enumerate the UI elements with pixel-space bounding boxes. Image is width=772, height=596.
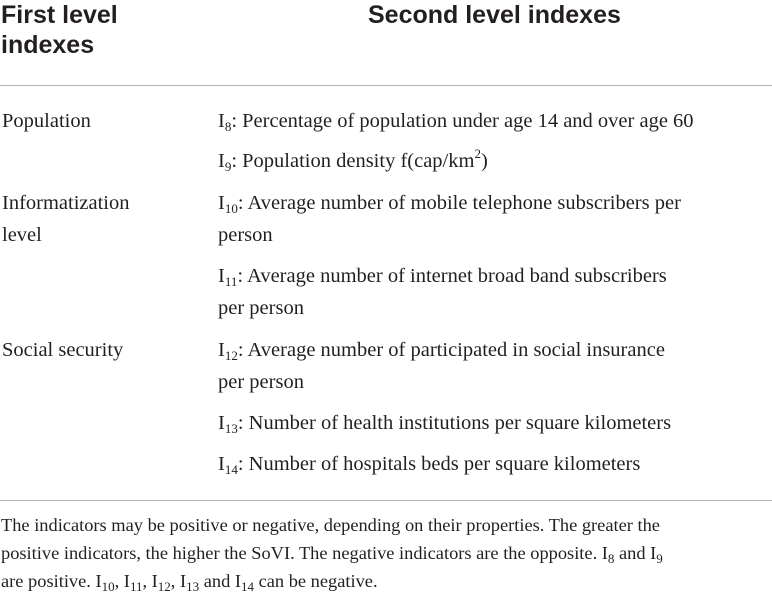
index-i11-cont: per person: [218, 297, 304, 319]
index-letter: I: [218, 412, 225, 434]
index-subscript: 12: [224, 348, 238, 363]
index-i9: [218, 145, 488, 177]
index-i10-cont: person: [218, 224, 273, 246]
footnote-text: and I: [199, 571, 241, 591]
column-header-second-level: Second level indexes: [368, 1, 621, 29]
footnote-line3: [1, 567, 772, 595]
index-i8: [218, 105, 694, 137]
index-i12: [218, 334, 665, 366]
footnote-text: positive indicators, the higher the SoVI. The negative indicators are the opposite. I: [1, 543, 608, 563]
footnote-subscript: 8: [607, 551, 615, 566]
first-level-social-security: Social security: [2, 339, 124, 361]
footnote-line2: [1, 539, 772, 567]
index-i13: [218, 407, 671, 439]
footnote-line1: The indicators may be positive or negative, depending on their properties. The greater the: [1, 515, 660, 535]
index-letter: I: [218, 453, 225, 475]
index-i10: [218, 187, 681, 219]
footnote-text: and I: [614, 543, 657, 563]
index-i12-cont: per person: [218, 371, 304, 393]
footnote-subscript: 10: [101, 579, 115, 594]
index-subscript: 10: [224, 201, 238, 216]
index-letter: I: [218, 339, 225, 361]
footnote-subscript: 14: [241, 579, 254, 594]
index-subscript: 11: [224, 274, 238, 289]
first-level-informatization-line1: Informatization: [2, 192, 130, 214]
footnote-subscript: 9: [656, 551, 663, 566]
index-text: : Population density f(cap/km: [231, 150, 475, 172]
first-level-population: Population: [2, 110, 91, 132]
index-text: : Average number of mobile telephone subscribers per: [237, 192, 681, 214]
footnote-text: , I: [142, 571, 158, 591]
header-divider: [0, 85, 772, 86]
index-letter: I: [218, 192, 225, 214]
footnote-text: can be negative.: [254, 571, 378, 591]
footer-divider: [0, 500, 772, 501]
index-text: : Average number of participated in social insurance: [237, 339, 665, 361]
index-letter: I: [218, 265, 225, 287]
index-text: : Average number of internet broad band subscribers: [237, 265, 667, 287]
footnote-subscript: 13: [186, 579, 200, 594]
index-subscript: 9: [224, 159, 232, 174]
index-text-end: ): [480, 150, 488, 172]
index-text: : Number of health institutions per square kilometers: [237, 412, 672, 434]
footnote-text: , I: [114, 571, 130, 591]
footnote-subscript: 12: [157, 579, 171, 594]
column-header-first-level-line1: First level: [1, 1, 118, 29]
index-text: : Number of hospitals beds per square kilometers: [237, 453, 641, 475]
index-subscript: 14: [224, 462, 238, 477]
footnote-text: , I: [170, 571, 187, 591]
index-superscript: 2: [474, 146, 481, 161]
index-text: : Percentage of population under age 14 and over age 60: [231, 110, 694, 132]
index-i11: [218, 260, 667, 292]
index-letter: I: [218, 150, 225, 172]
column-header-first-level-line2: indexes: [1, 31, 95, 59]
index-letter: I: [218, 110, 225, 132]
first-level-informatization-line2: level: [2, 224, 42, 246]
footnote-subscript: 11: [129, 579, 143, 594]
index-subscript: 13: [224, 421, 238, 436]
column-header-first-level: [1, 0, 118, 60]
index-i14: [218, 448, 640, 480]
index-subscript: 8: [224, 119, 232, 134]
footnote-text: are positive. I: [1, 571, 102, 591]
